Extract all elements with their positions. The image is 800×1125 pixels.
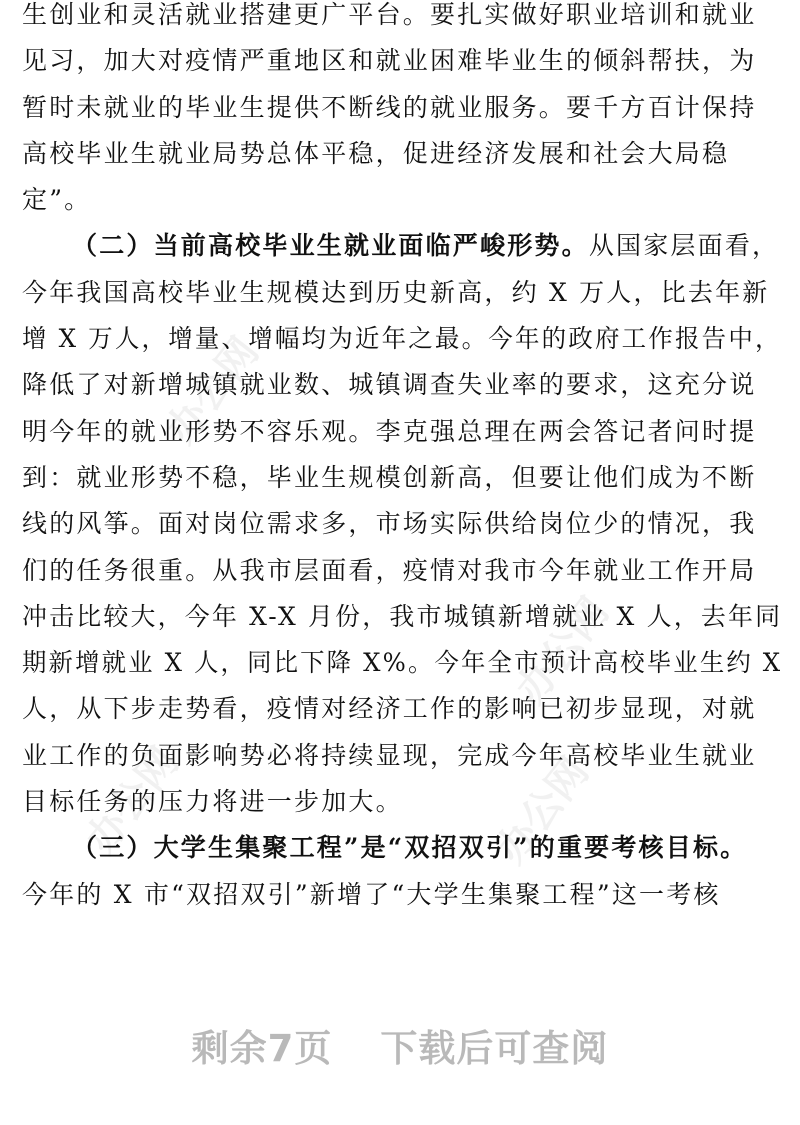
download-banner[interactable] <box>0 1018 800 1072</box>
watermark: 办公网 <box>487 749 598 873</box>
text-line: 到：就业形势不稳，毕业生规模创新高，但要让他们成为不断 <box>22 462 757 492</box>
text-line: 业工作的负面影响势必将持续显现，完成今年高校毕业生就业 <box>22 740 757 770</box>
section-3-heading: （三）大学生集聚工程”是“双招双引”的重要考核目标。 <box>72 833 748 863</box>
watermark: 办公网 <box>507 589 618 713</box>
section-2-heading: （二）当前高校毕业生就业面临严峻形势。 <box>72 231 589 261</box>
text-line: 期新增就业 X 人，同比下降 X%。今年全市预计高校毕业生约 X <box>22 648 783 678</box>
remaining-pages-text: 剩余7页 <box>191 1027 333 1070</box>
section-2-lead: 从国家层面看， <box>588 231 780 261</box>
text-line: 降低了对新增城镇就业数、城镇调查失业率的要求，这充分说 <box>22 370 757 400</box>
section-heading-line <box>22 223 782 269</box>
section-heading-line <box>22 825 782 871</box>
text-line: 增 X 万人，增量、增幅均为近年之最。今年的政府工作报告中， <box>22 324 782 354</box>
text-line: 高校毕业生就业局势总体平稳，促进经济发展和社会大局稳 <box>22 138 730 168</box>
text-line: 今年我国高校毕业生规模达到历史新高，约 X 万人，比去年新 <box>22 277 770 307</box>
text-line: 明今年的就业形势不容乐观。李克强总理在两会答记者问时提 <box>22 416 757 446</box>
download-to-view-text: 下载后可查阅 <box>380 1027 609 1070</box>
text-line: 定”。 <box>22 185 92 215</box>
text-line: 暂时未就业的毕业生提供不断线的就业服务。要千方百计保持 <box>22 92 757 122</box>
text-line: 们的任务很重。从我市层面看，疫情对我市今年就业工作开局 <box>22 555 757 585</box>
text-line: 今年的 X 市“双招双引”新增了“大学生集聚工程”这一考核 <box>22 879 721 909</box>
text-line: 生创业和灵活就业搭建更广平台。要扎实做好职业培训和就业 <box>22 0 757 29</box>
text-line: 人，从下步走势看，疫情对经济工作的影响已初步显现，对就 <box>22 694 757 724</box>
watermark: 办公网 <box>77 739 188 863</box>
text-line: 冲击比较大，今年 X-X 月份，我市城镇新增就业 X 人，去年同 <box>22 601 783 631</box>
document-body <box>22 0 782 918</box>
watermark: 办公网 <box>157 329 268 453</box>
text-line: 见习，加大对疫情严重地区和就业困难毕业生的倾斜帮扶，为 <box>22 46 757 76</box>
text-line: 线的风筝。面对岗位需求多，市场实际供给岗位少的情况，我 <box>22 509 757 539</box>
text-line: 目标任务的压力将进一步加大。 <box>22 787 403 817</box>
